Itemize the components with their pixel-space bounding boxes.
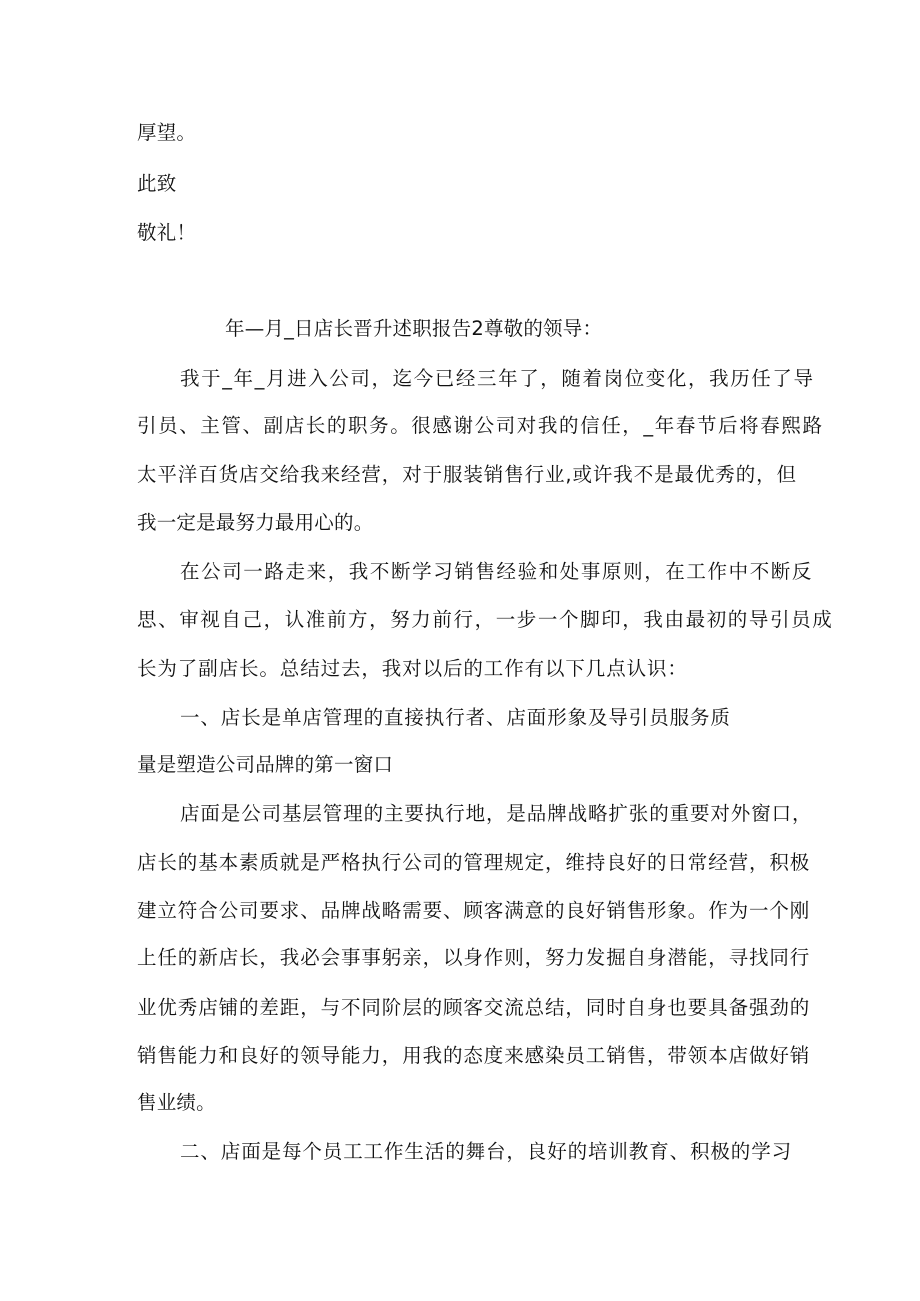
paragraph-line: 我于_年_月进入公司，迄今已经三年了，随着岗位变化，我历任了导 [180, 367, 815, 390]
paragraph-line: 业优秀店铺的差距，与不同阶层的顾客交流总结，同时自身也要具备强劲的 [137, 996, 811, 1019]
paragraph-line: 店长的基本素质就是严格执行公司的管理规定，维持良好的日常经营，积极 [137, 851, 811, 874]
paragraph-line: 售业绩。 [137, 1091, 216, 1114]
paragraph-line: 销售能力和良好的领导能力，用我的态度来感染员工销售，带领本店做好销 [137, 1044, 811, 1067]
closing-salutation: 此致 [137, 172, 177, 195]
section-heading: 二、店面是每个员工工作生活的舞台，良好的培训教育、积极的学习 [180, 1140, 793, 1163]
report-title: 年—月_日店长晋升述职报告2尊敬的领导： [225, 317, 603, 340]
section-heading: 量是塑造公司品牌的第一窗口 [137, 753, 394, 776]
closing-line: 厚望。 [137, 121, 197, 144]
paragraph-line: 店面是公司基层管理的主要执行地，是品牌战略扩张的重要对外窗口， [180, 802, 813, 825]
paragraph-line: 我一定是最努力最用心的。 [137, 511, 374, 534]
paragraph-line: 上任的新店长，我必会事事躬亲，以身作则，努力发掘自身潜能，寻找同行 [137, 946, 811, 969]
paragraph-line: 太平洋百货店交给我来经营，对于服装销售行业,或许我不是最优秀的，但 [137, 463, 797, 486]
paragraph-line: 引员、主管、副店长的职务。很感谢公司对我的信任，_年春节后将春熙路 [137, 414, 824, 437]
section-heading: 一、店长是单店管理的直接执行者、店面形象及导引员服务质 [180, 706, 731, 729]
paragraph-line: 建立符合公司要求、品牌战略需要、顾客满意的良好销售形象。作为一个刚 [137, 899, 811, 922]
paragraph-line: 思、审视自己，认准前方，努力前行，一步一个脚印，我由最初的导引员成 [137, 608, 834, 631]
closing-regards: 敬礼！ [137, 221, 197, 244]
paragraph-line: 在公司一路走来，我不断学习销售经验和处事原则，在工作中不断反 [180, 560, 814, 583]
paragraph-line: 长为了副店长。总结过去，我对以后的工作有以下几点认识： [137, 657, 688, 680]
